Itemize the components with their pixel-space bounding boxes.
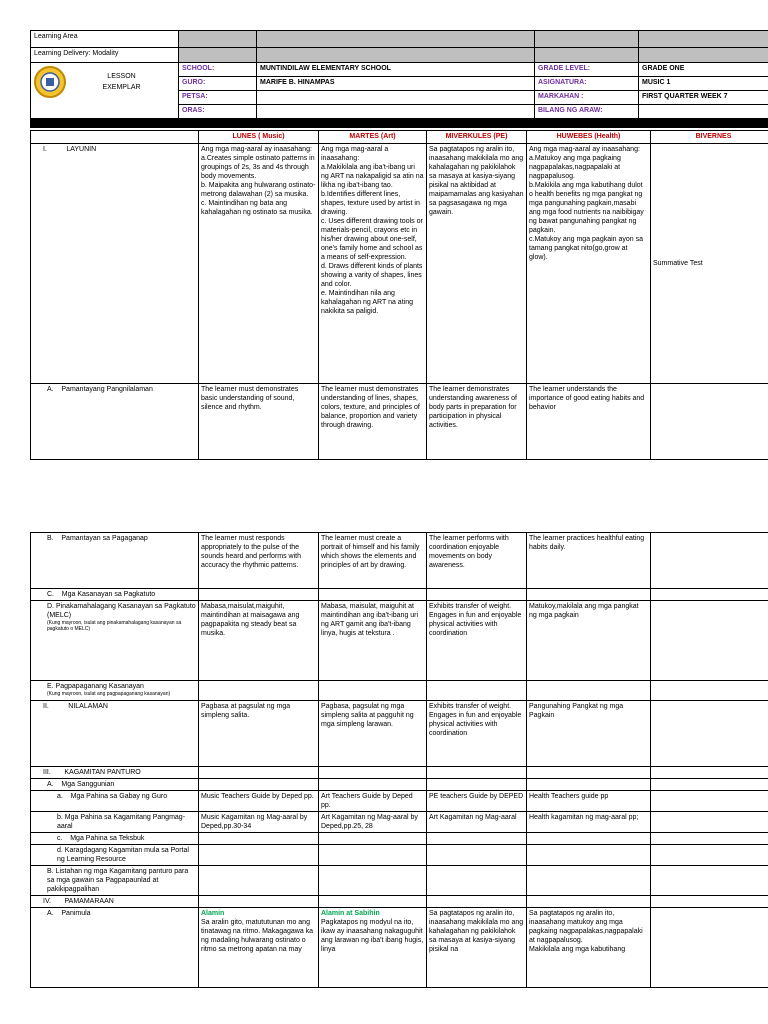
school-value: MUNTINDILAW ELEMENTARY SCHOOL (257, 63, 535, 77)
pagpapaganang-note: (Kung mayroon, isulat ang pagpapaganang kasanayan) (47, 691, 171, 697)
row-label: II. NILALAMAN (31, 701, 199, 767)
markahan-value: FIRST QUARTER WEEK 7 (639, 91, 768, 105)
gabay-cell: Music Teachers Guide by Deped pp. (199, 791, 319, 812)
header-gray-cell (639, 48, 768, 63)
days-corner (31, 131, 199, 144)
day-header: MIVERKULES (PE) (427, 131, 527, 144)
melc-cell (651, 601, 768, 681)
melc-label: D. Pinakamahalagang Kasanayan sa Pagkatuto (MELC) (47, 603, 196, 619)
panimula-title: Alamin (201, 910, 225, 917)
layunin-cell: Sa pagtatapos ng aralin ito, inaasahang makikilala mo ang kahalagahan ng pakikilahok sa masaya at kasiya-siyang pisikal na aktibidad at maipamamalas ang kasiyahan sa pagsasagawa ng mga gawain. (427, 144, 527, 384)
row-label: A. Mga Sanggunian (31, 779, 199, 791)
row-label: III. KAGAMITAN PANTURO (31, 767, 199, 779)
kagamitan-cell: Art Kagamitan ng Mag-aaral by Deped,pp.25, 28 (319, 812, 427, 833)
pamantayang-cell: The learner demonstrates understanding awareness of body parts in preparation for participation in physical activities. (427, 384, 527, 460)
school-seal-icon (33, 65, 67, 99)
gabay-cell: Health Teachers guide pp (527, 791, 651, 812)
melc-cell: Exhibits transfer of weight. Engages in fun and enjoyable physical activities with coordination (427, 601, 527, 681)
melc-cell: Mabasa, maisulat, maiguhit at maintindihan ang iba't-ibang uri ng ART gamit ang iba't-ibang linya, hugis at tekstura . (319, 601, 427, 681)
pagaganap-cell: The learner performs with coordination enjoyable movements on body awareness. (427, 533, 527, 589)
row-label: B. Pamantayan sa Pagaganap (31, 533, 199, 589)
header-gray-cell (257, 48, 535, 63)
row-label (31, 681, 199, 701)
nilalaman-cell (651, 701, 768, 767)
header-gray-cell (535, 48, 639, 63)
gabay-cell: PE teachers Guide by DEPED (427, 791, 527, 812)
lesson-table-page2 (30, 532, 768, 988)
pamantayang-cell: The learner understands the importance of good eating habits and behavior (527, 384, 651, 460)
school-label: SCHOOL: (179, 63, 257, 77)
melc-cell: Matukoy,makilala ang mga pangkat ng mga pagkain (527, 601, 651, 681)
guro-value: MARIFE B. HINAMPAS (257, 77, 535, 91)
gabay-cell (651, 791, 768, 812)
header-gray-cell (535, 31, 639, 48)
grade-label: GRADE LEVEL: (535, 63, 639, 77)
kagamitan-cell: Music Kagamitan ng Mag-aaral by Deped,pp.30-34 (199, 812, 319, 833)
row-label: A. Pamantayang Pangnilalaman (31, 384, 199, 460)
kagamitan-cell (651, 812, 768, 833)
row-label: B. Listahan ng mga Kagamitang panturo para sa mga gawain sa Pagpapaunlad at pakikipagpalihan (31, 866, 199, 896)
row-label: I. LAYUNIN (31, 144, 199, 384)
nilalaman-cell: Pagbasa, pagsulat ng mga simpleng salita at pagguhit ng mga simpleng larawan. (319, 701, 427, 767)
asignatura-label: ASIGNATURA: (535, 77, 639, 91)
header-gray-cell (257, 31, 535, 48)
kagamitan-cell: Art Kagamitan ng Mag-aaral (427, 812, 527, 833)
asignatura-value: MUSIC 1 (639, 77, 768, 91)
markahan-label: MARKAHAN : (535, 91, 639, 105)
lesson-exemplar-label: LESSON EXEMPLAR (102, 73, 141, 91)
row-label: d. Karagdagang Kagamitan mula sa Portal ng Learning Resource (31, 845, 199, 866)
bilang-label: BILANG NG ARAW: (535, 105, 639, 119)
pamantayang-cell: The learner must demonstrates understanding of lines, shapes, colors, texture, and principles of balance, proportion and variety through drawing. (319, 384, 427, 460)
row-label: C. Mga Kasanayan sa Pagkatuto (31, 589, 199, 601)
panimula-text: Sa pagtatapos ng aralin ito, inaasahang matukoy ang mga pagkaing nagpapalakas,nagpapalaki at nagpapalusog. Makikilala ang mga kabutihang (529, 910, 643, 953)
header-gray-cell (179, 48, 257, 63)
pagpapaganang-label: E. Pagpapaganang Kasanayan (47, 683, 144, 690)
pagaganap-cell (651, 533, 768, 589)
panimula-cell (527, 908, 651, 988)
row-label: a. Mga Pahina sa Gabay ng Guro (31, 791, 199, 812)
learning-delivery: Learning Delivery: Modality (31, 48, 179, 63)
day-header: HUWEBES (Health) (527, 131, 651, 144)
day-header: LUNES ( Music) (199, 131, 319, 144)
grade-value: GRADE ONE (639, 63, 768, 77)
layunin-cell: Ang mga mag-aaral ay inaasahang: a.Matukoy ang mga pagkaing nagpapalakas,nagpapalaki at nagpapalusog. b.Makikila ang mga kabutihang dulot o health benefits ng mga pangkat ng mga pangunahing pagkain,masabi ang mga food nutrients na naibibigay ng bawat pangunahing pangkat ng pagkain. c.Matukoy ang mga pagkain ayon sa tamang pangkat nito(go,grow at glow). (527, 144, 651, 384)
pagaganap-cell: The learner must create a portrait of himself and his family which shows the elements and principles of art by drawing. (319, 533, 427, 589)
row-label: b. Mga Pahina sa Kagamitang Pangmag-aaral (31, 812, 199, 833)
oras-label: ORAS: (179, 105, 257, 119)
petsa-label: PETSA: (179, 91, 257, 105)
panimula-text: Sa aralin gito, matututunan mo ang tinatawag na ritmo. Makagagawa ka ng madaling hulwarang ostinato o ritmo sa metrong apatan na may (201, 919, 314, 953)
kagamitan-cell: Health kagamitan ng mag-aaral pp; (527, 812, 651, 833)
guro-label: GURO: (179, 77, 257, 91)
gabay-cell: Art Teachers Guide by Deped pp. (319, 791, 427, 812)
panimula-title: Alamin at Sabihin (321, 910, 380, 917)
pagaganap-cell: The learner practices healthful eating habits daily. (527, 533, 651, 589)
header-gray-cell (179, 31, 257, 48)
panimula-cell (427, 908, 527, 988)
petsa-value (257, 91, 535, 105)
panimula-cell (199, 908, 319, 988)
panimula-text: Sa pagtatapos ng aralin ito, inaasahang makikilala mo ang kahalagahan ng pakikilahok sa masaya at kasiya-siyang pisikal na (429, 910, 524, 953)
pamantayang-cell: The learner must demonstrates basic understanding of sound, silence and rhythm. (199, 384, 319, 460)
bilang-value (639, 105, 768, 119)
header-gray-cell (639, 31, 768, 48)
layunin-cell: Ang mga mag-aaral ay inaasahang: a.Creates simple ostinato patterns in groupings of 2s, 3s and 4s through body movements. b. Maipakita ang hulwarang ostinato-metrong dalawahan (2) sa musika. c. Maintindihan ng bata ang kahalagahan ng ostinato sa musika. (199, 144, 319, 384)
nilalaman-cell: Pangunahing Pangkat ng mga Pagkain (527, 701, 651, 767)
oras-value (257, 105, 535, 119)
panimula-cell (651, 908, 768, 988)
day-header: MARTES (Art) (319, 131, 427, 144)
panimula-text: Pagkatapos ng modyul na ito, ikaw ay inaasahang nakaguguhit ang larawan ng iba't ibang hugis, linya (321, 919, 424, 953)
logo-cell (31, 63, 179, 119)
pamantayang-cell (651, 384, 768, 460)
day-header: BIVERNES (651, 131, 768, 144)
row-label: A. Panimula (31, 908, 199, 988)
nilalaman-cell: Exhibits transfer of weight. Engages in fun and enjoyable physical activities with coordination (427, 701, 527, 767)
nilalaman-cell: Pagbasa at pagsulat ng mga simpleng salita. (199, 701, 319, 767)
header-table (30, 30, 768, 128)
black-divider (31, 119, 768, 128)
panimula-cell (319, 908, 427, 988)
row-label: IV. PAMAMARAAN (31, 896, 199, 908)
lesson-table-page1 (30, 130, 768, 460)
layunin-cell: Ang mga mag-aaral a inaasahang: a.Makikilala ang iba't-ibang uri ng ART na nakapaligid sa atin na likha ng iba't-ibang tao. b.Identifies different lines, shapes, texture used by artist in drawing. c. Uses different drawing tools or materials-pencil, crayons etc in his/her drawing about one-self, one's family home and school as a means of self-expression. d. Draws different kinds of plants showing a varity of shapes, lines and color. e. Maintindihan nila ang kahalagahan ng ART na ating nakikita sa paligid. (319, 144, 427, 384)
melc-note: (Kung mayroon, isulat ang pinakamahalagang kasanayan sa pagkatuto o MELC) (47, 620, 182, 632)
pagaganap-cell: The learner must responds appropriately to the pulse of the sounds heard and performs with accuracy the rhythmic patterns. (199, 533, 319, 589)
row-label: c. Mga Pahina sa Teksbuk (31, 833, 199, 845)
row-label (31, 601, 199, 681)
learning-area: Learning Area (31, 31, 179, 48)
melc-cell: Mabasa,maisulat,maiguhit, maintindihan at maisagawa ang pagpapakita ng steady beat sa musika. (199, 601, 319, 681)
layunin-cell: Summative Test (651, 144, 768, 384)
